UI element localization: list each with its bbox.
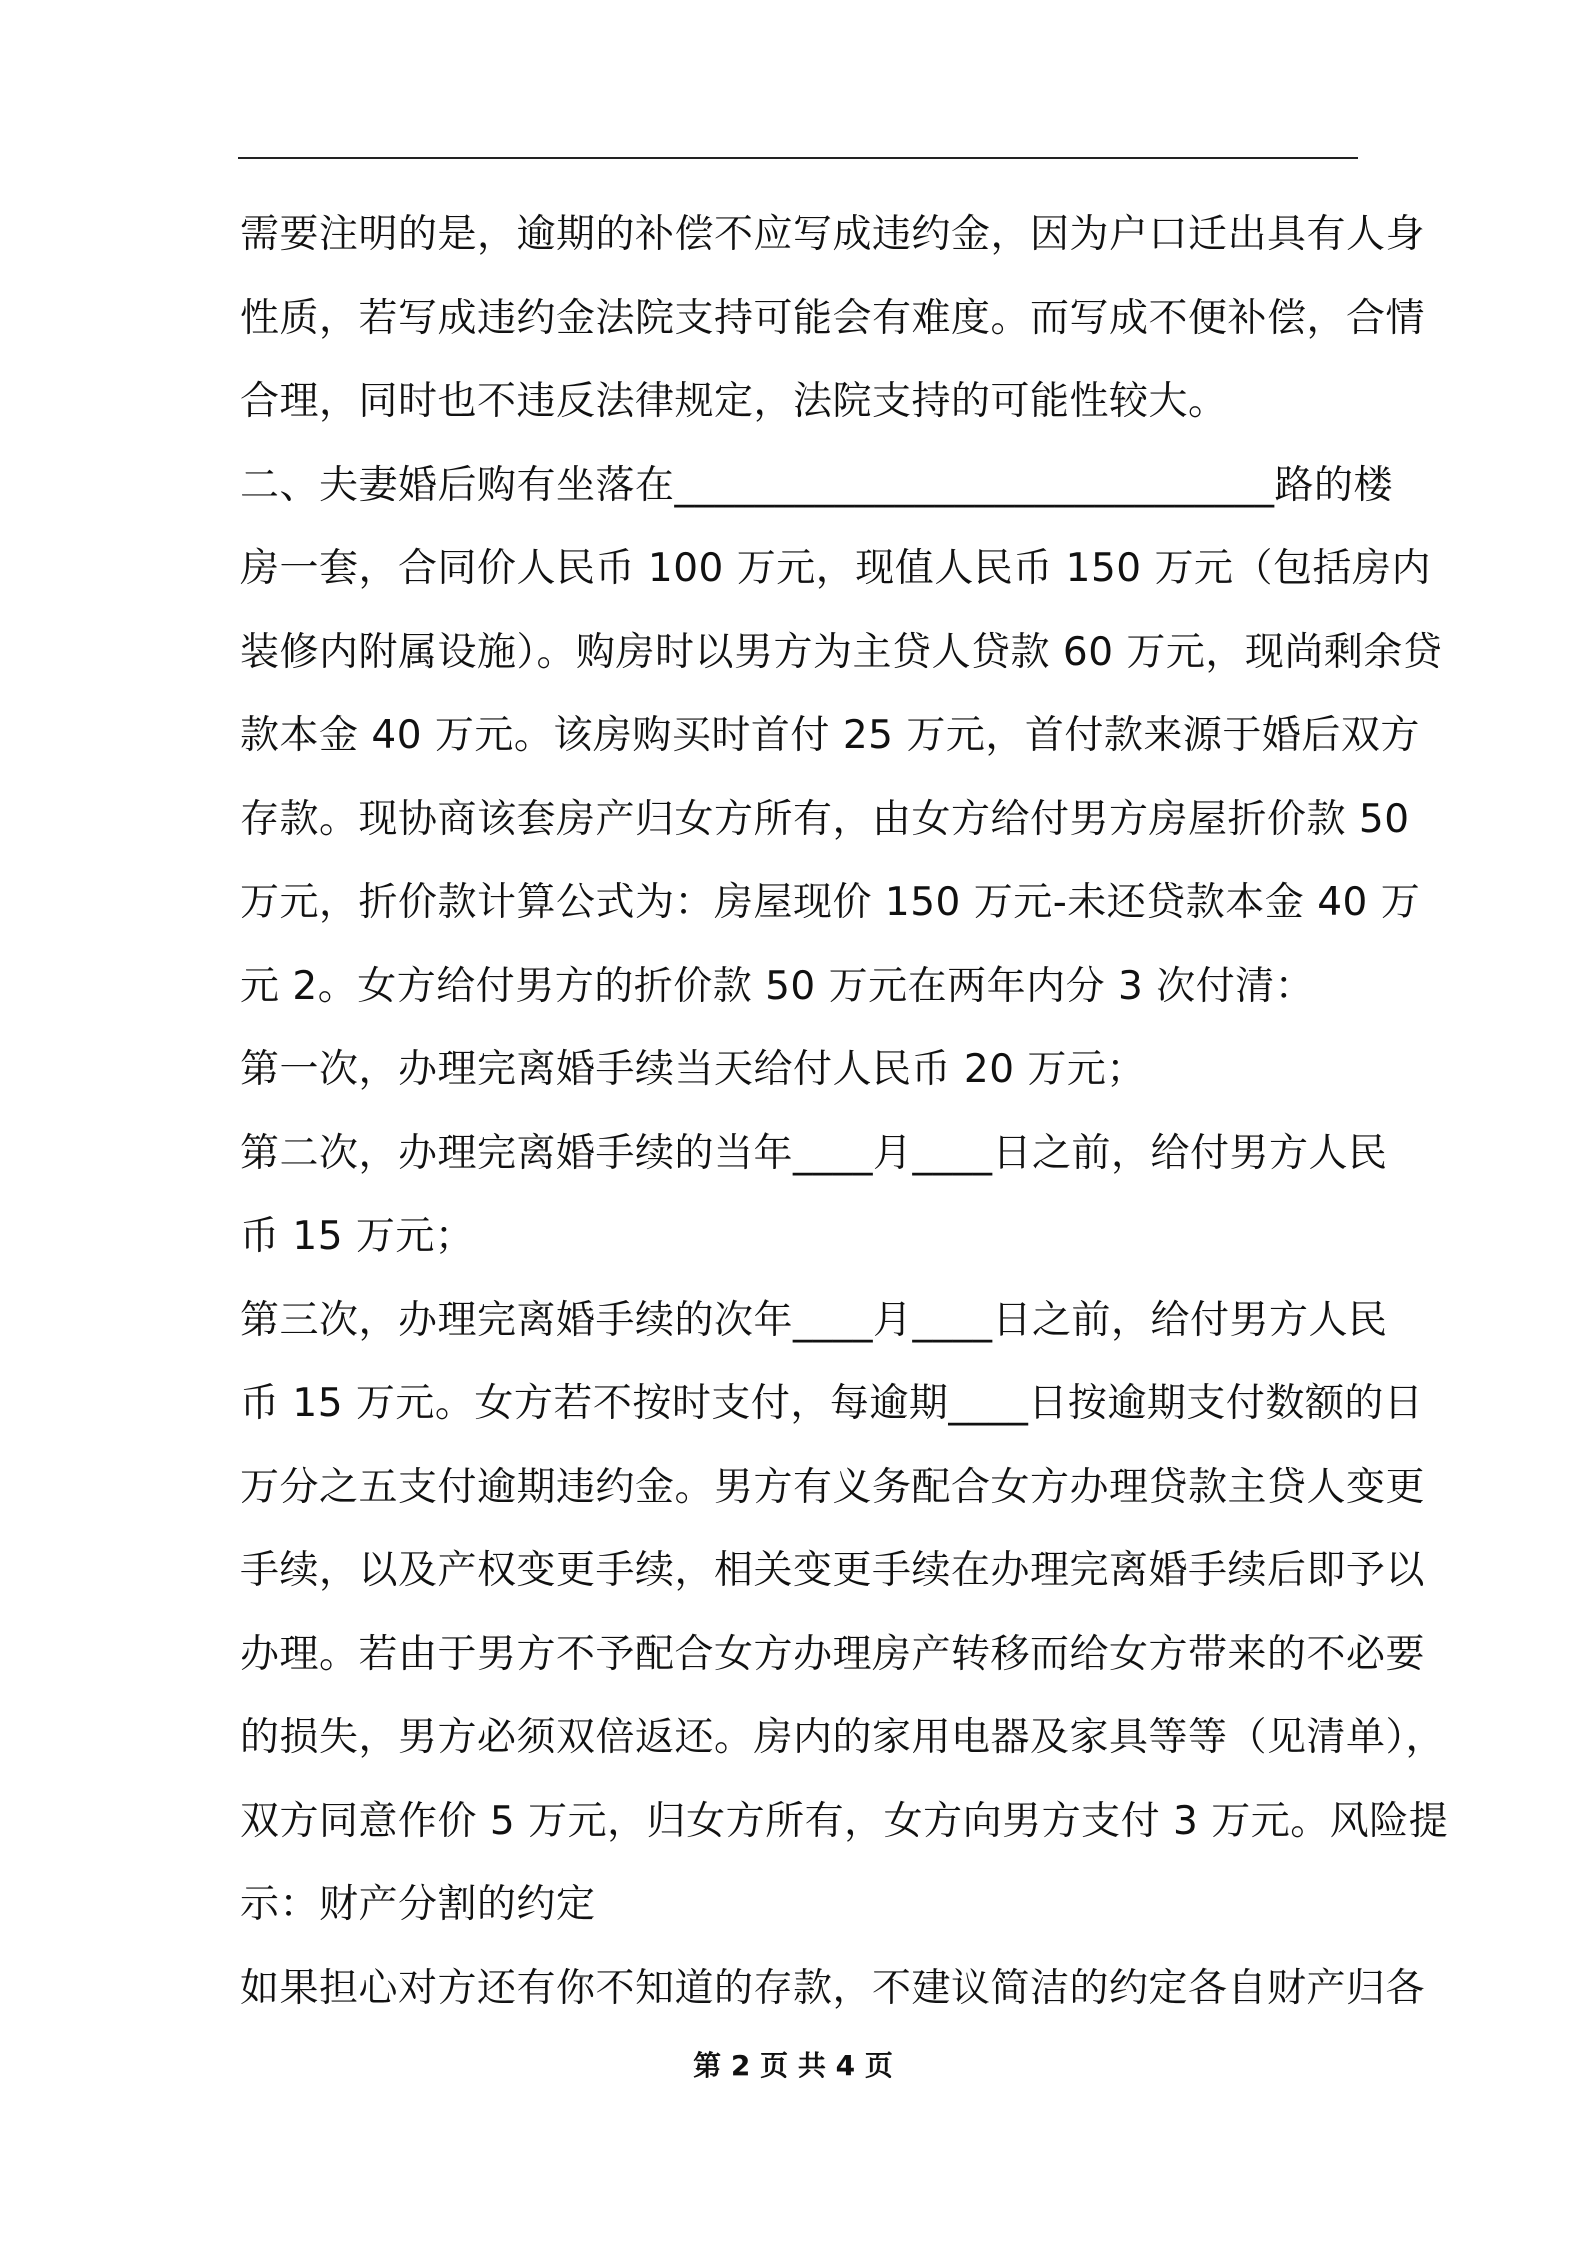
text-line: 存款。现协商该套房产归女方所有，由女方给付男方房屋折价款 50 — [240, 796, 1410, 842]
text-line: 办理。若由于男方不予配合女方办理房产转移而给女方带来的不必要 — [240, 1631, 1426, 1677]
text-line: 元 2。女方给付男方的折价款 50 万元在两年内分 3 次付清： — [240, 963, 1315, 1009]
text-line: 合理，同时也不违反法律规定，法院支持的可能性较大。 — [240, 379, 1228, 424]
text-line: 第三次，办理完离婚手续的次年____月____日之前，给付男方人民 — [240, 1297, 1388, 1343]
text-line: 万元，折价款计算公式为：房屋现价 150 万元-未还贷款本金 40 万 — [240, 880, 1421, 925]
text-line: 需要注明的是，逾期的补偿不应写成违约金，因为户口迁出具有人身 — [240, 212, 1426, 257]
document-body — [240, 193, 1449, 2030]
text-line: 万分之五支付逾期违约金。男方有义务配合女方办理贷款主贷人变更 — [240, 1464, 1426, 1510]
text-line: 如果担心对方还有你不知道的存款，不建议简洁的约定各自财产归各 — [240, 1965, 1426, 2011]
text-line: 第一次，办理完离婚手续当天给付人民币 20 万元； — [240, 1047, 1146, 1092]
text-line: 装修内附属设施）。购房时以男方为主贷人贷款 60 万元，现尚剩余贷 — [240, 629, 1443, 675]
text-line: 币 15 万元； — [240, 1214, 475, 1259]
text-line: 第二次，办理完离婚手续的当年____月____日之前，给付男方人民 — [240, 1130, 1388, 1176]
page-number: 第 2 页 共 4 页 — [693, 2049, 893, 2082]
text-line: 房一套，合同价人民币 100 万元，现值人民币 150 万元（包括房内 — [240, 546, 1431, 591]
header-divider — [238, 157, 1358, 159]
text-line: 币 15 万元。女方若不按时支付，每逾期____日按逾期支付数额的日 — [240, 1381, 1424, 1426]
text-line: 示：财产分割的约定 — [240, 1882, 596, 1927]
text-line: 手续，以及产权变更手续，相关变更手续在办理完离婚手续后即予以 — [240, 1548, 1426, 1593]
text-line: 二、夫妻婚后购有坐落在______________________________路的楼 — [240, 462, 1394, 508]
text-line: 双方同意作价 5 万元，归女方所有，女方向男方支付 3 万元。风险提 — [240, 1798, 1449, 1844]
text-line: 的损失，男方必须双倍返还。房内的家用电器及家具等等（见清单）， — [240, 1715, 1446, 1760]
text-line: 款本金 40 万元。该房购买时首付 25 万元，首付款来源于婚后双方 — [240, 713, 1420, 758]
text-line: 性质，若写成违约金法院支持可能会有难度。而写成不便补偿，合情 — [240, 295, 1426, 341]
